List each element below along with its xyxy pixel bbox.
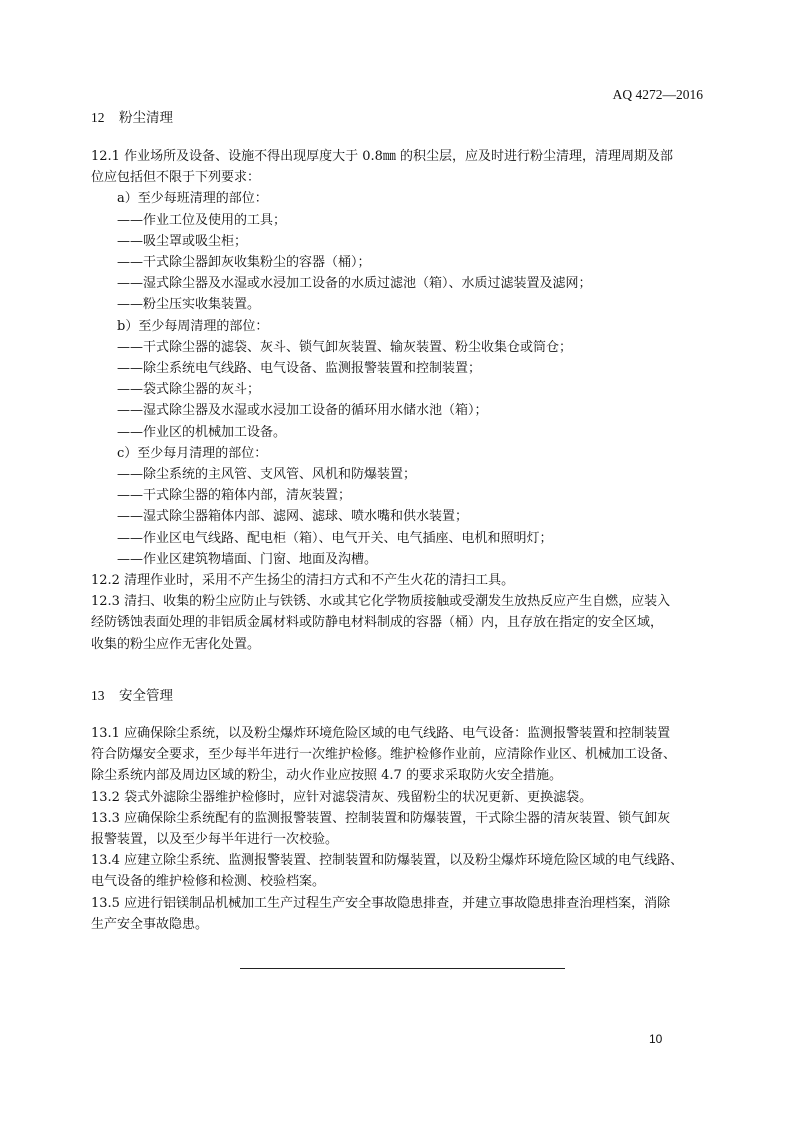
clause-13-2: 13.2 袋式外滤除尘器维护检修时，应针对滤袋清灰、残留粉尘的状况更新、更换滤袋。 xyxy=(91,789,593,805)
clause-13-5-line: 生产安全事故隐患。 xyxy=(91,916,209,932)
clause-13-1-line: 除尘系统内部及周边区域的粉尘，动火作业应按照 4.7 的要求采取防火安全措施。 xyxy=(91,768,562,784)
list-item: ——干式除尘器的箱体内部，清灰装置； xyxy=(117,488,352,504)
standard-code: AQ 4272—2016 xyxy=(612,87,703,102)
list-a-title: a）至少每班清理的部位： xyxy=(117,191,268,207)
section-13-title: 安全管理 xyxy=(119,688,173,704)
clause-12-3-line: 收集的粉尘应作无害化处置。 xyxy=(91,636,261,652)
list-b-title: b）至少每周清理的部位： xyxy=(117,318,269,334)
section-12-number: 12 xyxy=(91,110,105,125)
clause-12-2: 12.2 清理作业时，采用不产生扬尘的清扫方式和不产生火花的清扫工具。 xyxy=(91,573,515,589)
end-rule xyxy=(240,968,565,969)
clause-12-3-line: 经防锈蚀表面处理的非铝质金属材料或防静电材料制成的容器（桶）内，且存放在指定的安全区域， xyxy=(91,615,664,631)
list-item: ——干式除尘器卸灰收集粉尘的容器（桶）； xyxy=(117,255,371,271)
clause-13-4-line: 电气设备的维护检修和检测、校验档案。 xyxy=(91,874,326,890)
clause-12-1-line: 12.1 作业场所及设备、设施不得出现厚度大于 0.8㎜ 的积尘层，应及时进行粉尘清理，清理周期及部 xyxy=(91,149,674,164)
section-13-heading xyxy=(91,684,173,704)
section-13-body xyxy=(91,723,703,935)
clause-13-3-line: 报警装置，以及至少每半年进行一次校验。 xyxy=(91,832,339,848)
clause-13-4-line: 13.4 应建立除尘系统、监测报警装置、控制装置和防爆装置，以及粉尘爆炸环境危险区域的电气线路、 xyxy=(91,853,684,869)
list-c-title: c）至少每月清理的部位： xyxy=(117,445,268,461)
section-12-title: 粉尘清理 xyxy=(119,110,173,126)
clause-13-3-line: 13.3 应确保除尘系统配有的监测报警装置、控制装置和防爆装置，干式除尘器的清灰装置、锁气卸灰 xyxy=(91,810,671,826)
list-item: ——袋式除尘器的灰斗； xyxy=(117,382,261,398)
list-item: ——干式除尘器的滤袋、灰斗、锁气卸灰装置、输灰装置、粉尘收集仓或筒仓； xyxy=(117,339,573,355)
clause-13-5-line: 13.5 应进行铝镁制品机械加工生产过程生产安全事故隐患排查，并建立事故隐患排查治理档案，消除 xyxy=(91,895,671,911)
list-item: ——作业区建筑物墙面、门窗、地面及沟槽。 xyxy=(117,551,378,567)
clause-12-3-line: 12.3 清扫、收集的粉尘应防止与铁锈、水或其它化学物质接触或受潮发生放热反应产生自燃，应装入 xyxy=(91,594,671,610)
list-item: ——除尘系统的主风管、支风管、风机和防爆装置； xyxy=(117,467,417,483)
list-item: ——除尘系统电气线路、电气设备、监测报警装置和控制装置； xyxy=(117,361,482,377)
list-item: ——作业区的机械加工设备。 xyxy=(117,424,287,440)
list-item: ——湿式除尘器箱体内部、滤网、滤球、喷水嘴和供水装置； xyxy=(117,509,469,525)
list-item: ——吸尘罩或吸尘柜； xyxy=(117,233,248,249)
list-item: ——作业区电气线路、配电柜（箱）、电气开关、电气插座、电机和照明灯； xyxy=(117,530,553,546)
clause-13-1-line: 13.1 应确保除尘系统，以及粉尘爆炸环境危险区域的电气线路、电气设备：监测报警装置和控制装置 xyxy=(91,726,671,741)
list-item: ——作业工位及使用的工具； xyxy=(117,212,287,228)
clause-13-1-line: 符合防爆安全要求，至少每半年进行一次维护检修。维护检修作业前，应清除作业区、机械加工设备、 xyxy=(91,747,677,763)
clause-12-1-line: 位应包括但不限于下列要求： xyxy=(91,170,261,186)
page-number: 10 xyxy=(649,1032,663,1046)
section-12-body xyxy=(91,146,703,655)
list-item: ——湿式除尘器及水湿或水浸加工设备的循环用水储水池（箱）； xyxy=(117,403,488,419)
list-item: ——湿式除尘器及水湿或水浸加工设备的水质过滤池（箱）、水质过滤装置及滤网； xyxy=(117,276,592,292)
section-12-heading xyxy=(91,106,173,126)
section-13-number: 13 xyxy=(91,688,105,703)
list-item: ——粉尘压实收集装置。 xyxy=(117,297,261,313)
